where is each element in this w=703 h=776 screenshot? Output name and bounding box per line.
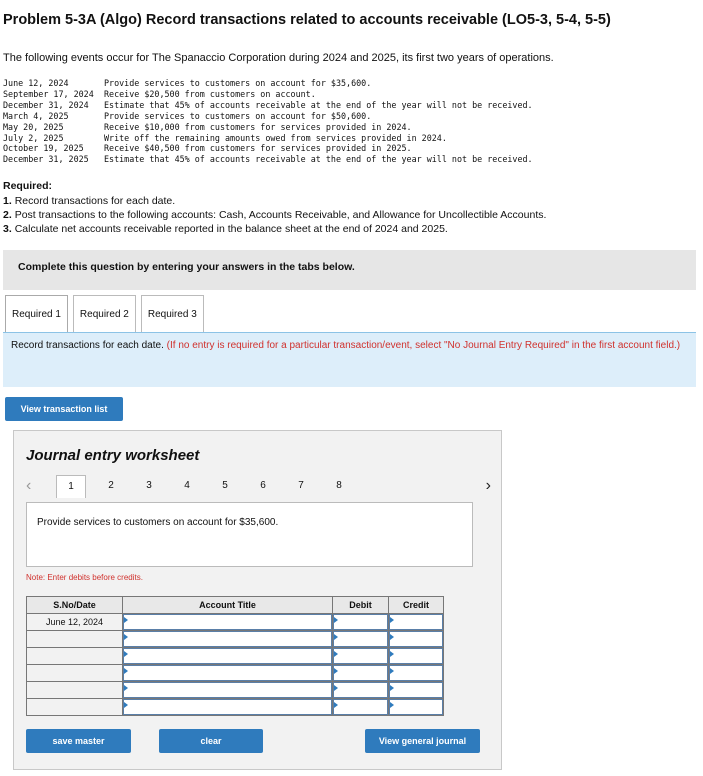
required-tabs bbox=[5, 295, 209, 332]
date-cell bbox=[27, 665, 123, 682]
amount-input[interactable] bbox=[389, 665, 443, 681]
dropdown-input[interactable] bbox=[123, 665, 332, 681]
journal-row bbox=[27, 665, 444, 682]
credit-field[interactable] bbox=[389, 614, 444, 631]
page-3[interactable]: 3 bbox=[146, 480, 152, 491]
amount-input[interactable] bbox=[389, 699, 443, 715]
event-row bbox=[3, 143, 533, 154]
event-text: Provide services to customers on account for $35,600. bbox=[104, 78, 372, 88]
amount-input[interactable] bbox=[333, 699, 388, 715]
journal-header-row bbox=[27, 597, 444, 614]
event-row bbox=[3, 111, 533, 122]
journal-table bbox=[26, 596, 444, 716]
complete-question-text: Complete this question by entering your answers in the tabs below. bbox=[18, 261, 355, 273]
amount-input[interactable] bbox=[389, 614, 443, 630]
page-8[interactable]: 8 bbox=[336, 480, 342, 491]
debits-credits-note: Note: Enter debits before credits. bbox=[26, 573, 143, 582]
debit-field[interactable] bbox=[333, 682, 389, 699]
journal-entry-worksheet bbox=[13, 430, 502, 770]
worksheet-title: Journal entry worksheet bbox=[26, 447, 200, 464]
instruction-main: Record transactions for each date. bbox=[11, 340, 164, 351]
journal-row bbox=[27, 614, 444, 631]
event-date: June 12, 2024 bbox=[3, 78, 69, 88]
page-4[interactable]: 4 bbox=[184, 480, 190, 491]
page-2[interactable]: 2 bbox=[108, 480, 114, 491]
column-credit: Credit bbox=[389, 597, 444, 614]
event-text: Receive $20,500 from customers on account. bbox=[104, 88, 316, 99]
page-1[interactable]: 1 bbox=[56, 475, 86, 498]
event-date: March 4, 2025 bbox=[3, 110, 69, 121]
tab-required-2[interactable]: Required 2 bbox=[73, 295, 136, 332]
worksheet-pagination bbox=[26, 475, 491, 497]
date-cell bbox=[27, 699, 123, 716]
dropdown-input[interactable] bbox=[123, 682, 332, 698]
journal-row bbox=[27, 631, 444, 648]
event-date: October 19, 2025 bbox=[3, 143, 84, 154]
amount-input[interactable] bbox=[333, 614, 388, 630]
account-title-field[interactable] bbox=[123, 648, 333, 665]
event-date: May 20, 2025 bbox=[3, 121, 64, 132]
amount-input[interactable] bbox=[333, 648, 388, 664]
event-date: December 31, 2024 bbox=[3, 99, 89, 110]
events-list bbox=[3, 78, 533, 165]
required-item bbox=[3, 208, 546, 222]
clear-button[interactable]: clear bbox=[159, 729, 263, 753]
column-account-title: Account Title bbox=[123, 597, 333, 614]
problem-intro: The following events occur for The Spanaccio Corporation during 2024 and 2025, its first two years of operations. bbox=[3, 52, 554, 64]
required-list bbox=[3, 194, 546, 236]
date-cell bbox=[27, 682, 123, 699]
amount-input[interactable] bbox=[389, 648, 443, 664]
dropdown-input[interactable] bbox=[123, 631, 332, 647]
amount-input[interactable] bbox=[333, 682, 388, 698]
event-text: Receive $10,000 from customers for services provided in 2024. bbox=[104, 121, 412, 132]
problem-title: Problem 5-3A (Algo) Record transactions related to accounts receivable (LO5-3, 5-4, 5-5) bbox=[3, 12, 611, 28]
account-title-field[interactable] bbox=[123, 665, 333, 682]
account-title-field[interactable] bbox=[123, 682, 333, 699]
date-cell bbox=[27, 648, 123, 665]
required-text: Record transactions for each date. bbox=[14, 195, 176, 207]
transaction-description-text: Provide services to customers on account for $35,600. bbox=[37, 517, 279, 528]
event-text: Write off the remaining amounts owed from services provided in 2024. bbox=[104, 132, 447, 143]
credit-field[interactable] bbox=[389, 631, 444, 648]
page-6[interactable]: 6 bbox=[260, 480, 266, 491]
complete-question-bar bbox=[3, 250, 696, 290]
debit-field[interactable] bbox=[333, 699, 389, 716]
page-5[interactable]: 5 bbox=[222, 480, 228, 491]
tab-required-1[interactable]: Required 1 bbox=[5, 295, 68, 332]
required-num: 2. bbox=[3, 209, 12, 221]
view-general-journal-button[interactable]: View general journal bbox=[365, 729, 480, 753]
required-num: 1. bbox=[3, 195, 12, 207]
account-title-field[interactable] bbox=[123, 699, 333, 716]
dropdown-input[interactable] bbox=[123, 648, 332, 664]
event-row bbox=[3, 89, 533, 100]
credit-field[interactable] bbox=[389, 648, 444, 665]
page-7[interactable]: 7 bbox=[298, 480, 304, 491]
credit-field[interactable] bbox=[389, 665, 444, 682]
credit-field[interactable] bbox=[389, 699, 444, 716]
view-transaction-list-button[interactable]: View transaction list bbox=[5, 397, 123, 421]
event-date: July 2, 2025 bbox=[3, 132, 64, 143]
event-date: December 31, 2025 bbox=[3, 154, 89, 165]
tab-required-3[interactable]: Required 3 bbox=[141, 295, 204, 332]
event-date: September 17, 2024 bbox=[3, 88, 94, 99]
required-text: Calculate net accounts receivable reported in the balance sheet at the end of 2024 and 2025. bbox=[14, 223, 448, 235]
chevron-right-icon[interactable]: › bbox=[485, 477, 491, 494]
event-row bbox=[3, 154, 533, 165]
amount-input[interactable] bbox=[333, 631, 388, 647]
debit-field[interactable] bbox=[333, 665, 389, 682]
account-title-field[interactable] bbox=[123, 631, 333, 648]
required-item bbox=[3, 194, 546, 208]
instruction-panel bbox=[3, 333, 696, 387]
save-master-button[interactable]: save master bbox=[26, 729, 131, 753]
credit-field[interactable] bbox=[389, 682, 444, 699]
debit-field[interactable] bbox=[333, 648, 389, 665]
event-text: Estimate that 45% of accounts receivable at the end of the year will not be received. bbox=[104, 154, 533, 165]
column-date: S.No/Date bbox=[27, 597, 123, 614]
event-text: Receive $40,500 from customers for services provided in 2025. bbox=[104, 143, 412, 154]
column-debit: Debit bbox=[333, 597, 389, 614]
transaction-description bbox=[26, 502, 473, 567]
journal-row bbox=[27, 682, 444, 699]
amount-input[interactable] bbox=[389, 631, 443, 647]
dropdown-input[interactable] bbox=[123, 614, 332, 630]
journal-row bbox=[27, 699, 444, 716]
required-text: Post transactions to the following accounts: Cash, Accounts Receivable, and Allowance for Uncollectible Accounts. bbox=[14, 209, 547, 221]
required-item bbox=[3, 222, 546, 236]
required-num: 3. bbox=[3, 223, 12, 235]
account-title-field[interactable] bbox=[123, 614, 333, 631]
event-row bbox=[3, 78, 533, 89]
dropdown-input[interactable] bbox=[123, 699, 332, 715]
debit-field[interactable] bbox=[333, 614, 389, 631]
amount-input[interactable] bbox=[389, 682, 443, 698]
debit-field[interactable] bbox=[333, 631, 389, 648]
instruction-note: (If no entry is required for a particular transaction/event, select "No Journal Entry Required" in the first account field.) bbox=[166, 340, 681, 351]
journal-row bbox=[27, 648, 444, 665]
amount-input[interactable] bbox=[333, 665, 388, 681]
event-text: Provide services to customers on account for $50,600. bbox=[104, 110, 372, 121]
event-text: Estimate that 45% of accounts receivable at the end of the year will not be received. bbox=[104, 99, 533, 110]
required-heading: Required: bbox=[3, 180, 53, 192]
chevron-left-icon[interactable]: ‹ bbox=[26, 477, 32, 494]
event-row bbox=[3, 122, 533, 133]
date-cell: June 12, 2024 bbox=[27, 614, 123, 631]
event-row bbox=[3, 133, 533, 144]
event-row bbox=[3, 100, 533, 111]
date-cell bbox=[27, 631, 123, 648]
